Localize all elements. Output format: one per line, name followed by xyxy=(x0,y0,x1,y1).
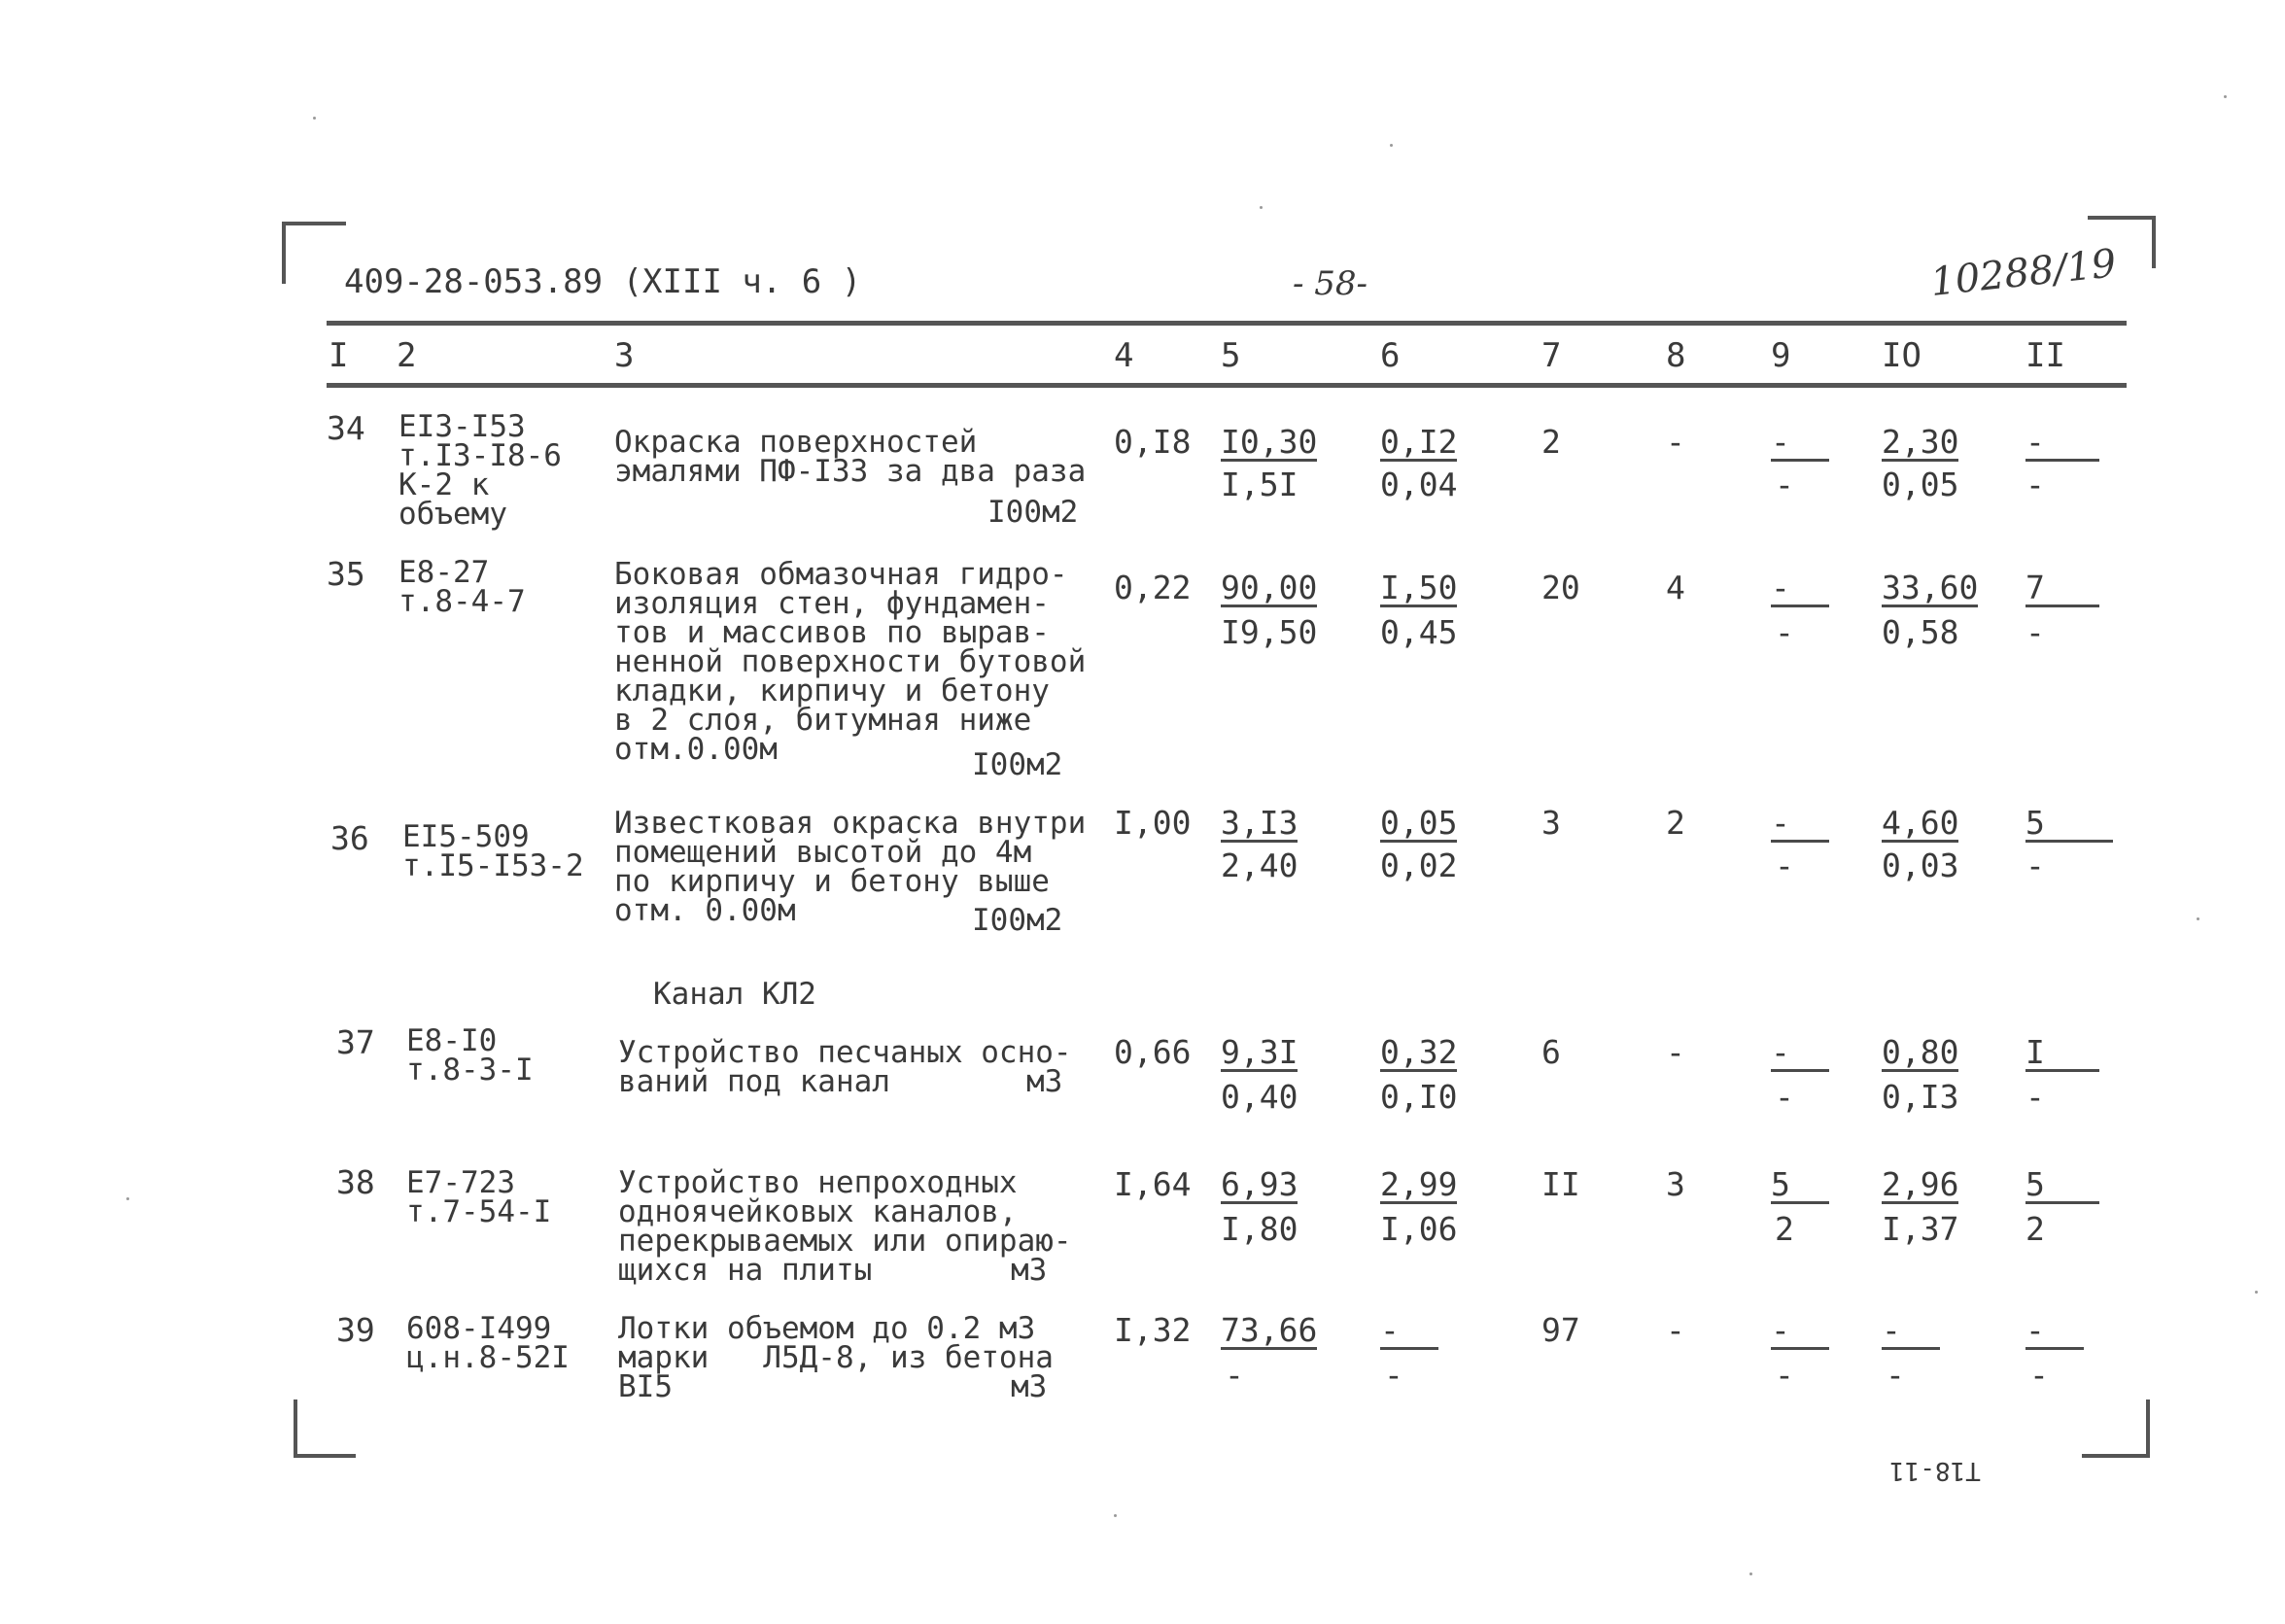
value-col8: - xyxy=(1666,423,1685,461)
value-col10-sub: - xyxy=(1886,1356,1905,1394)
scan-speck xyxy=(1749,1572,1752,1575)
value-col5-sub: I,80 xyxy=(1221,1210,1298,1248)
value-col6-sub: 0,45 xyxy=(1380,613,1458,651)
value-col6: 2,99 xyxy=(1380,1165,1458,1203)
scan-speck xyxy=(126,1197,129,1200)
value-col6-sub: - xyxy=(1384,1356,1403,1394)
value-col5-sub: I9,50 xyxy=(1221,613,1318,651)
value-col9-sub: - xyxy=(1775,1356,1794,1394)
value-col7: 97 xyxy=(1541,1311,1580,1349)
col-header-4: 4 xyxy=(1114,336,1134,375)
col-header-6: 6 xyxy=(1380,336,1401,375)
value-col10: 2,30 xyxy=(1882,423,1959,461)
value-col6: I,50 xyxy=(1380,569,1458,606)
value-col11: - xyxy=(2025,426,2099,462)
corner-mark-top-left xyxy=(282,222,346,284)
norm-code: EI3-I53 т.I3-I8-6 К-2 к объему xyxy=(398,409,562,532)
value-col7: 20 xyxy=(1541,569,1580,606)
value-col5-sub: 0,40 xyxy=(1221,1078,1298,1116)
value-col8: 2 xyxy=(1666,804,1685,842)
header-rule-top xyxy=(327,321,2127,326)
norm-code: 608-I499 ц.н.8-52I xyxy=(406,1311,570,1375)
value-col5: I0,30 xyxy=(1221,423,1318,461)
page-number: - 58- xyxy=(1293,264,1368,303)
value-col10-sub: 0,58 xyxy=(1882,613,1959,651)
value-col6-sub: 0,04 xyxy=(1380,466,1458,503)
value-col11: I xyxy=(2025,1036,2099,1072)
value-col6-sub: 0,02 xyxy=(1380,847,1458,884)
value-col11: 7 xyxy=(2025,571,2099,607)
scan-speck xyxy=(2224,95,2227,98)
value-col8: 3 xyxy=(1666,1165,1685,1203)
row-number: 34 xyxy=(327,409,365,447)
unit-label: м3 xyxy=(1011,1253,1048,1288)
value-col5-sub: - xyxy=(1225,1356,1244,1394)
value-col9: - xyxy=(1771,807,1829,843)
norm-code: EI5-509 т.I5-I53-2 xyxy=(402,819,584,883)
unit-label: I00м2 xyxy=(972,903,1063,938)
unit-label: м3 xyxy=(1011,1369,1048,1404)
value-col8: - xyxy=(1666,1311,1685,1349)
col-header-9: 9 xyxy=(1771,336,1791,375)
scan-speck xyxy=(2197,917,2199,920)
value-col11-sub: - xyxy=(2029,1356,2049,1394)
quantity: I,32 xyxy=(1114,1311,1192,1349)
value-col8: 4 xyxy=(1666,569,1685,606)
value-col9: - xyxy=(1771,1314,1829,1350)
unit-label: м3 xyxy=(1026,1064,1063,1099)
row-number: 35 xyxy=(327,555,365,593)
value-col5: 9,3I xyxy=(1221,1033,1298,1071)
value-col9-sub: - xyxy=(1775,1078,1794,1116)
value-col6-sub: I,06 xyxy=(1380,1210,1458,1248)
value-col11: - xyxy=(2025,1314,2084,1350)
row-number: 37 xyxy=(336,1023,375,1061)
row-number: 38 xyxy=(336,1163,375,1201)
value-col7: 2 xyxy=(1541,423,1561,461)
value-col5: 73,66 xyxy=(1221,1311,1318,1349)
row-number: 36 xyxy=(330,819,369,857)
scan-speck xyxy=(1114,1514,1117,1517)
scan-speck xyxy=(2255,1291,2258,1294)
quantity: I,00 xyxy=(1114,804,1192,842)
value-col6: 0,05 xyxy=(1380,804,1458,842)
value-col11-sub: - xyxy=(2025,847,2045,884)
quantity: I,64 xyxy=(1114,1165,1192,1203)
value-col5: 3,I3 xyxy=(1221,804,1298,842)
value-col10-sub: 0,05 xyxy=(1882,466,1959,503)
col-header-10: IO xyxy=(1882,336,1921,375)
sheet-number: 10288/19 xyxy=(1928,241,2119,305)
value-col6: - xyxy=(1380,1314,1438,1350)
value-col11: 5 xyxy=(2025,1168,2099,1204)
work-description: Боковая обмазочная гидро- изоляция стен, фундамен- тов и массивов по вырав- ненной поверхности бутовой кладки, кирпичу и бетону в 2 слоя, битумная ниже отм.0.00м xyxy=(614,557,1087,767)
value-col9: 5 xyxy=(1771,1168,1829,1204)
value-col8: - xyxy=(1666,1033,1685,1071)
value-col9-sub: - xyxy=(1775,613,1794,651)
value-col9: - xyxy=(1771,1036,1829,1072)
document-code: 409-28-053.89 (XIII ч. 6 ) xyxy=(344,262,862,301)
scan-speck xyxy=(1260,206,1263,209)
value-col5: 6,93 xyxy=(1221,1165,1298,1203)
col-header-11: II xyxy=(2025,336,2065,375)
work-description: Лотки объемом до 0.2 м3 марки Л5Д-8, из бетона BI5 xyxy=(618,1311,1054,1404)
section-title: Канал КЛ2 xyxy=(653,977,816,1012)
col-header-2: 2 xyxy=(397,336,417,375)
value-col11-sub: - xyxy=(2025,1078,2045,1116)
col-header-8: 8 xyxy=(1666,336,1686,375)
value-col10: 2,96 xyxy=(1882,1165,1959,1203)
value-col5-sub: I,5I xyxy=(1221,466,1298,503)
col-header-5: 5 xyxy=(1221,336,1241,375)
quantity: 0,66 xyxy=(1114,1033,1192,1071)
work-description: Известковая окраска внутри помещений высотой до 4м по кирпичу и бетону выше отм. 0.00м xyxy=(614,806,1087,928)
value-col10: - xyxy=(1882,1314,1940,1350)
value-col11: 5 xyxy=(2025,807,2113,843)
value-col5: 90,00 xyxy=(1221,569,1318,606)
value-col9-sub: 2 xyxy=(1775,1210,1794,1248)
unit-label: I00м2 xyxy=(987,495,1079,530)
value-col10-sub: 0,03 xyxy=(1882,847,1959,884)
value-col7: 6 xyxy=(1541,1033,1561,1071)
value-col6: 0,I2 xyxy=(1380,423,1458,461)
footer-code: T18-11 xyxy=(1889,1456,1981,1485)
row-number: 39 xyxy=(336,1311,375,1349)
norm-code: E7-723 т.7-54-I xyxy=(406,1165,552,1229)
corner-mark-bottom-right xyxy=(2082,1399,2150,1458)
col-header-1: I xyxy=(329,336,349,375)
scan-speck xyxy=(1390,144,1393,147)
col-header-3: 3 xyxy=(614,336,635,375)
value-col6: 0,32 xyxy=(1380,1033,1458,1071)
value-col7: 3 xyxy=(1541,804,1561,842)
value-col11-sub: 2 xyxy=(2025,1210,2045,1248)
col-header-7: 7 xyxy=(1541,336,1562,375)
scan-speck xyxy=(313,117,316,120)
value-col9: - xyxy=(1771,426,1829,462)
unit-label: I00м2 xyxy=(972,747,1063,782)
value-col9-sub: - xyxy=(1775,847,1794,884)
quantity: 0,I8 xyxy=(1114,423,1192,461)
quantity: 0,22 xyxy=(1114,569,1192,606)
value-col11-sub: - xyxy=(2025,466,2045,503)
value-col10-sub: I,37 xyxy=(1882,1210,1959,1248)
value-col10: 33,60 xyxy=(1882,569,1979,606)
work-description: Устройство непроходных одноячейковых каналов, перекрываемых или опираю- щихся на плиты xyxy=(618,1165,1072,1288)
value-col10: 0,80 xyxy=(1882,1033,1959,1071)
value-col9-sub: - xyxy=(1775,466,1794,503)
value-col7: II xyxy=(1541,1165,1580,1203)
work-description: Устройство песчаных осно- ваний под канал xyxy=(618,1035,1072,1099)
work-description: Окраска поверхностей эмалями ПФ-I33 за два раза xyxy=(614,425,1087,489)
norm-code: E8-27 т.8-4-7 xyxy=(398,555,526,619)
value-col10-sub: 0,I3 xyxy=(1882,1078,1959,1116)
value-col5-sub: 2,40 xyxy=(1221,847,1298,884)
norm-code: E8-I0 т.8-3-I xyxy=(406,1023,534,1088)
value-col9: - xyxy=(1771,571,1829,607)
value-col6-sub: 0,I0 xyxy=(1380,1078,1458,1116)
corner-mark-bottom-left xyxy=(294,1399,356,1458)
value-col11-sub: - xyxy=(2025,613,2045,651)
header-rule-bottom xyxy=(327,383,2127,388)
value-col10: 4,60 xyxy=(1882,804,1959,842)
